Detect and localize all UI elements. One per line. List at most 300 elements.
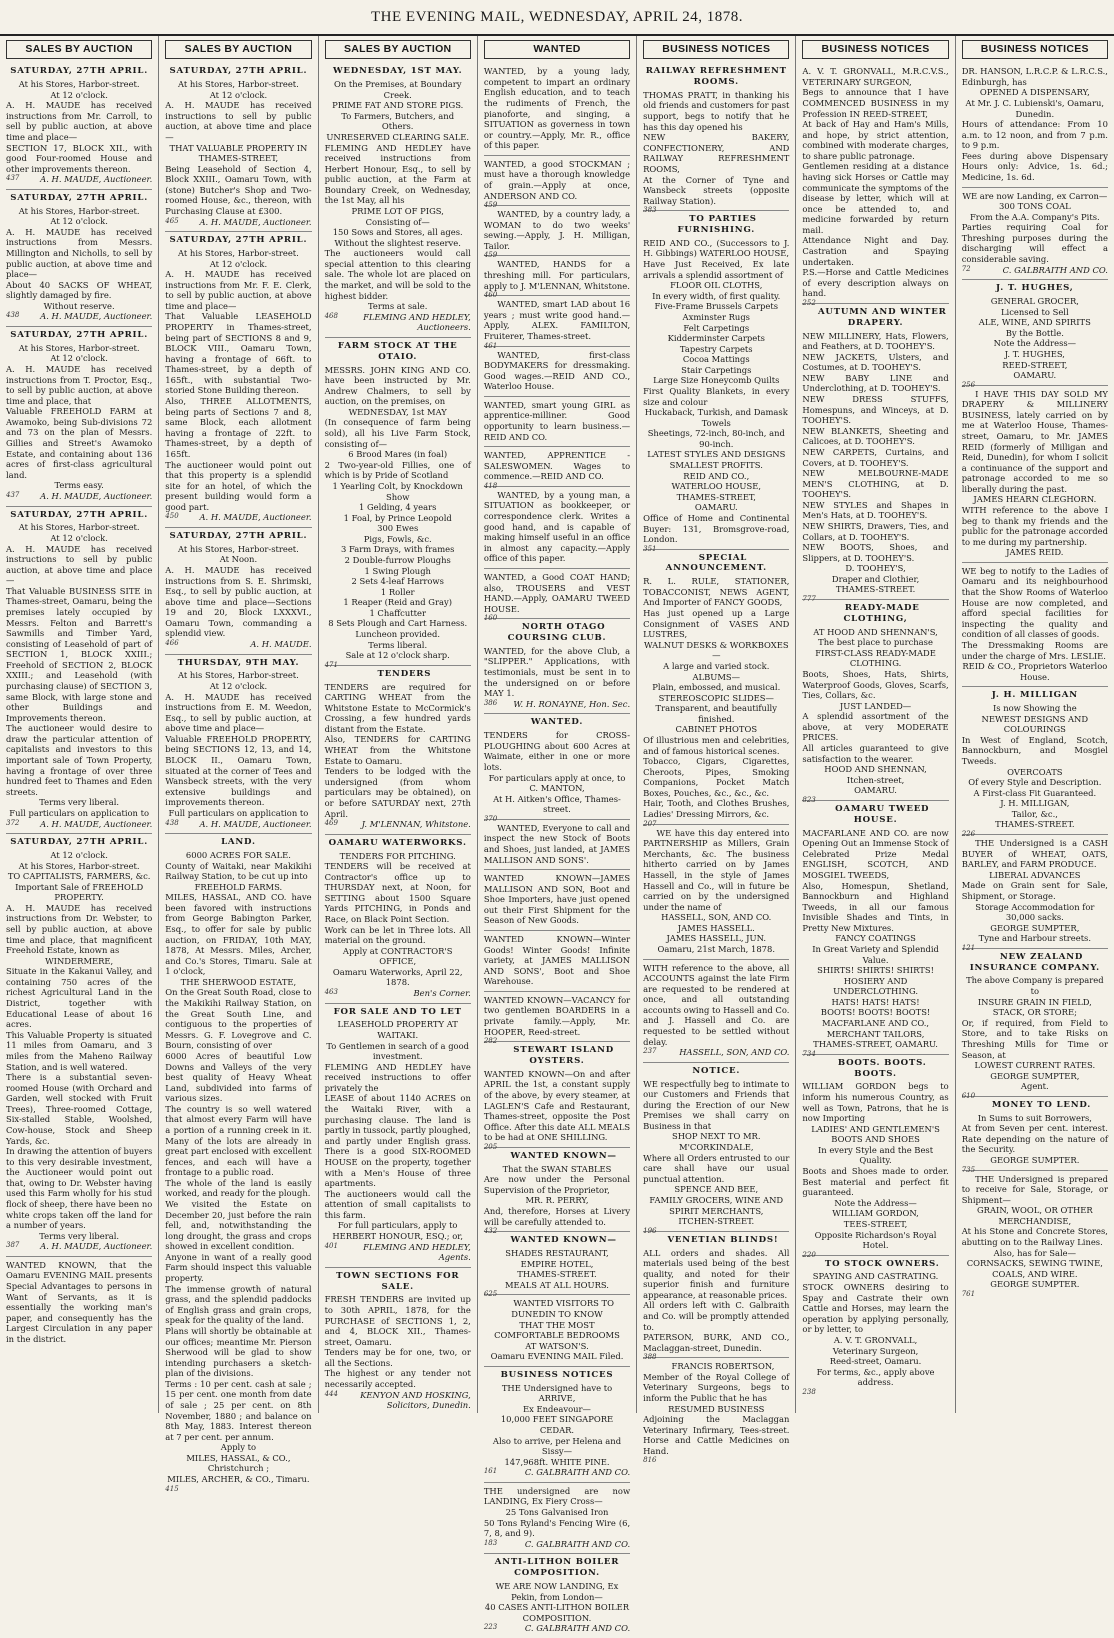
ad-signature bbox=[484, 699, 630, 710]
ad-line: Terms at sale. bbox=[368, 301, 428, 312]
ad-signature-text: C. GALBRAITH AND CO. bbox=[524, 1467, 631, 1478]
ad-line: All orders left with C. Galbraith and Co. will be promptly attended to. bbox=[643, 1300, 790, 1332]
ad-line: Pigs, Fowls, &c. bbox=[363, 533, 432, 544]
ad-line: To Gentlemen in search of a good investment. bbox=[326, 1040, 470, 1062]
ad-number: 220 bbox=[802, 1250, 816, 1259]
ad-line: WE ARE NOW LANDING, Ex Pekin, from London— bbox=[495, 1580, 619, 1602]
ad-line: FRESH TENDERS are invited up to 30th APRIL, 1878, for the PURCHASE of SECTIONS 1, 2, and 4, BLOCK XII., Thames-street, Oamaru. bbox=[324, 1294, 471, 1347]
ad-line: WANTED VISITORS TO DUNEDIN TO KNOW bbox=[511, 1298, 614, 1319]
ad-line: Made on Grain sent for Sale, Shipment, or Storage. bbox=[961, 880, 1108, 901]
ad-line: Apply at CONTRACTOR'S OFFICE, bbox=[342, 945, 453, 967]
ad-line: 6000 ACRES FOR SALE. bbox=[185, 849, 291, 860]
ad-line: PRIME LOT OF PIGS, bbox=[351, 205, 444, 216]
ad-line: PATERSON, BURK, AND CO., Maclaggan-street, Dunedin. bbox=[643, 1332, 790, 1353]
ad-line: FAMILY GROCERS, WINE AND SPIRIT MERCHANTS, bbox=[649, 1194, 784, 1216]
ad-line: A large and varied stock. bbox=[663, 660, 770, 671]
ad-line: Adjoining the Maclaggan Veterinary Infirmary, Tees-street. Horse and Cattle Medicines on Hand. bbox=[643, 1414, 790, 1456]
ad-line: SPENCE AND BEE, bbox=[674, 1184, 759, 1195]
ad-line: 1 Reaper (Reid and Gray) bbox=[343, 597, 452, 608]
ad-title: TO PARTIES FURNISHING. bbox=[677, 214, 757, 236]
ad-line: 2 Double-furrow Ploughs bbox=[344, 554, 451, 565]
ad-line: In Sums to suit Borrowers, bbox=[977, 1112, 1092, 1123]
ad-line: A. H. MAUDE has received instructions from Messrs. Millington and Nicholls, to sell by public auction, at above time and place— bbox=[6, 226, 153, 280]
ad-line: The best place to purchase bbox=[818, 637, 933, 648]
ad-number: 468 bbox=[324, 311, 338, 320]
ad-signature-text: A. H. MAUDE, Auctioneer. bbox=[40, 174, 153, 185]
ad-title: OAMARU WATERWORKS. bbox=[328, 837, 467, 848]
ad-line: In drawing the attention of buyers to this very desirable investment, the Auctioneer would point out that, owing to Dr. Webster having used this Farm wholly for his stud flock of sheep, there have been no white crops taken off the land for a number of years. bbox=[6, 1146, 153, 1231]
ad-line: MESSRS. JOHN KING AND CO. have been instructed by Mr. Andrew Chalmers, to sell by auction, on the premises, on bbox=[324, 364, 471, 407]
ad-line: Show bbox=[386, 491, 410, 502]
ad-line: At his Stores, Harbor-street. bbox=[18, 342, 140, 353]
ad-line: About 40 SACKS OF WHEAT, slightly damaged by fire. bbox=[6, 279, 153, 301]
ad-line: SHOP NEXT TO MR. M'CORKINDALE, bbox=[672, 1131, 761, 1153]
masthead: THE EVENING MAIL, WEDNESDAY, APRIL 24, 1878. bbox=[0, 0, 1114, 36]
advertisement bbox=[643, 1232, 790, 1362]
ad-number: 351 bbox=[643, 544, 657, 553]
ad-number: 238 bbox=[802, 1387, 816, 1396]
ad-title: SATURDAY, 27TH APRIL. bbox=[169, 66, 308, 77]
ad-line: MERCHANT TAILORS, bbox=[826, 1028, 925, 1039]
ad-line: BOOTS! BOOTS! BOOTS! bbox=[820, 1007, 931, 1018]
advertisement bbox=[483, 992, 631, 1046]
ad-line: FLEMING AND HEDLEY have received instructions from Herbert Honour, Esq., to sell by public auction, at the Farm at Boundary Creek, on Wednesday, the 1st May, all his bbox=[324, 142, 471, 206]
ad-title: SATURDAY, 27TH APRIL. bbox=[169, 531, 308, 541]
advertisement bbox=[962, 386, 1108, 563]
ad-signature bbox=[484, 1467, 630, 1478]
ad-line: NEW BOOTS, Shoes, and Slippers, at D. TOOHEY'S. bbox=[802, 542, 949, 563]
ad-number: 463 bbox=[324, 988, 338, 997]
advertisement bbox=[6, 507, 152, 835]
ad-signature-text: C. GALBRAITH AND CO. bbox=[524, 1538, 631, 1549]
ad-signature-text: W. H. RONAYNE, Hon. Sec. bbox=[513, 698, 631, 709]
ad-line: TENDERS will be received at Contractor's office up to THURSDAY next, at Noon, for SETTING about 1500 Square Yards PITCHING, in Ponds and Race, on Black Point Section. bbox=[324, 861, 471, 924]
section-heading: BUSINESS NOTICES bbox=[802, 40, 948, 59]
ad-line: NEW BLANKETS, Sheeting and Calicoes, at D. TOOHEY'S. bbox=[802, 425, 949, 447]
ad-signature-text: C. GALBRAITH AND CO. bbox=[524, 1623, 631, 1634]
ad-line: FLOOR OIL CLOTHS, bbox=[670, 280, 763, 291]
ad-line: At his Stores, Harbor-street. bbox=[18, 79, 140, 90]
ad-line: Member of the Royal College of Veterinary Surgeons, begs to inform the Public that he has bbox=[643, 1371, 790, 1404]
ad-line: Office of Home and Continental Buyer: 131, Bromsgrove-road, London. bbox=[643, 512, 790, 545]
ad-line: Have Just Received, Ex late arrivals a splendid assortment of bbox=[643, 259, 790, 280]
ad-line: The auctioneer would point out that this property is a splendid site for an hotel, of which the present building would form a good part. bbox=[165, 459, 312, 512]
ad-signature-text: A. H. MAUDE, Auctioneer. bbox=[40, 1241, 153, 1252]
ad-line: REID AND CO., (Successors to J. H. Gibbings) WATERLOO HOUSE, bbox=[643, 237, 790, 259]
ad-line: 1 Swing Plough bbox=[364, 565, 431, 576]
ad-line: J. H. MILLIGAN, bbox=[1000, 798, 1070, 809]
ad-number: 207 bbox=[643, 819, 657, 828]
advertisement bbox=[484, 1483, 630, 1554]
ad-line: Is now Showing the bbox=[992, 703, 1077, 714]
ad-signature bbox=[165, 217, 311, 228]
ad-line: A. H. MAUDE has received instructions from Dr. Webster, to sell by public auction, at above time and place, that magnificent Freehold Estate, known as bbox=[6, 902, 153, 956]
ad-line: THE SHERWOOD ESTATE, bbox=[180, 976, 297, 987]
ad-number: 252 bbox=[802, 298, 816, 307]
ad-line: County of Waitaki, near Makikihi Railway Station, to be cut up into bbox=[165, 860, 312, 882]
ad-number: 372 bbox=[6, 818, 20, 827]
ad-line: A. H. MAUDE has received instructions from S. E. Shrimski, Esq., to sell by public auction, at above time and place—Sections 19 and 20, Block LXXXVI., Oamaru Town, commanding a splendid view. bbox=[165, 564, 312, 639]
advertisement bbox=[962, 563, 1108, 687]
ad-line: At 12 o'clock. bbox=[50, 849, 108, 860]
ad-signature-text: J. M'LENNAN, Whitstone. bbox=[361, 819, 471, 830]
advertisement bbox=[165, 63, 311, 232]
advertisement bbox=[802, 1256, 949, 1396]
ad-line: REID & CO., Proprietors Waterloo House. bbox=[962, 661, 1108, 682]
ad-line: SECTION 17, BLOCK XII., with good Four-roomed House and other improvements thereon. bbox=[6, 142, 153, 174]
ad-line: At 12 o'clock. bbox=[209, 89, 268, 100]
ad-line: LEASEHOLD PROPERTY AT WAITAKI. bbox=[337, 1019, 458, 1041]
ad-line: ALL orders and shades. All materials used being of the best quality, and noted for their superior finish and furniture appearance, at reasonable prices. bbox=[643, 1247, 790, 1300]
ad-line: Consisting of— bbox=[365, 216, 430, 227]
ad-number: 121 bbox=[961, 943, 976, 952]
advertisement bbox=[483, 569, 631, 623]
ad-signature bbox=[6, 174, 152, 185]
ad-title: WEDNESDAY, 1ST MAY. bbox=[332, 66, 463, 77]
ad-signature-text: HASSELL, SON, AND CO. bbox=[679, 1047, 790, 1058]
ad-line: At 12 o'clock. bbox=[50, 532, 108, 543]
column-1 bbox=[0, 36, 159, 1413]
ad-line: D. TOOHEY'S, bbox=[845, 563, 906, 574]
ad-line: Terms easy. bbox=[54, 480, 104, 491]
ad-line: THAMES-STREET, bbox=[676, 491, 756, 502]
ad-line: LOWEST CURRENT RATES. bbox=[974, 1060, 1096, 1071]
ad-number: 444 bbox=[324, 1389, 338, 1398]
ad-line: WEDNESDAY, 1st MAY bbox=[348, 406, 447, 417]
advertisement bbox=[484, 619, 630, 714]
ad-number: 432 bbox=[483, 1227, 498, 1236]
ad-line: 1 Chaffcutter bbox=[369, 607, 426, 618]
advertisement bbox=[961, 949, 1108, 1100]
ad-title: TO STOCK OWNERS. bbox=[824, 1258, 940, 1269]
advertisement bbox=[802, 304, 949, 604]
ad-line: GRAIN, WOOL, OR OTHER MERCHANDISE, bbox=[976, 1205, 1093, 1226]
section-heading: WANTED bbox=[484, 40, 630, 59]
advertisement bbox=[484, 820, 630, 870]
ad-line: 147,968ft. WHITE PINE. bbox=[504, 1456, 610, 1467]
advertisement bbox=[484, 1367, 630, 1483]
ad-line: 40 CASES ANTI-LITHON BOILER COMPOSITION. bbox=[484, 1602, 630, 1623]
ad-title: SATURDAY, 27TH APRIL. bbox=[10, 837, 148, 848]
ad-line: Also to arrive, per Helena and Sissy— bbox=[492, 1435, 622, 1457]
ad-line: 1 Yearling Colt, by Knockdown bbox=[332, 480, 463, 491]
ad-line: A. H. MAUDE has received instructions to sell by public auction, at above time and place— bbox=[165, 100, 312, 142]
ad-line: Tailor, &c., bbox=[1011, 808, 1058, 819]
ad-line: Huckaback, Turkish, and Damask Towels bbox=[644, 407, 788, 428]
ad-line: FANCY COATINGS bbox=[835, 933, 916, 944]
ad-line: Terms : 10 per cent. cash at sale ; 15 per cent. one month from date of sale ; 25 per cent. on 8th November, 1880 ; and balance on 8th May, 1883. Interest thereon at 7 per cent. per annum. bbox=[165, 1378, 312, 1442]
ad-line: At his Stores, Harbor-street. bbox=[178, 670, 299, 681]
ad-line: NEW SHIRTS, Drawers, Ties, and Collars, at D. TOOHEY'S. bbox=[802, 521, 949, 542]
ad-line: LEASE of about 1140 ACRES on the Waitaki River, with a purchasing clause. The land is partly in tussock, partly ploughed, and partly under English grass. There is a good SIX-ROOMED HOUSE on the property, together with a Men's House of three apartments. bbox=[324, 1093, 471, 1189]
ad-line: AT WATSON'S. bbox=[525, 1340, 589, 1351]
ad-number: 205 bbox=[483, 1142, 498, 1151]
ad-line: A. H. MAUDE has received instructions from Mr. F. E. Clerk, to sell by public auction, at above time and place— bbox=[165, 269, 312, 311]
ad-line: THE Undersigned is a CASH BUYER of WHEAT, OATS, BARLEY, and FARM PRODUCE. bbox=[961, 838, 1108, 870]
ad-line: Sale at 12 o'clock sharp. bbox=[345, 650, 450, 661]
ad-line: By the Bottle. bbox=[1005, 327, 1064, 338]
advertisement bbox=[483, 714, 631, 823]
ad-line: RESUMED BUSINESS bbox=[668, 1403, 765, 1414]
ad-title: SATURDAY, 27TH APRIL. bbox=[10, 192, 148, 203]
ad-line: Fees during above Dispensary Hours only: Advice, 1s. 6d.; Medicine, 1s. 6d. bbox=[961, 150, 1108, 182]
ad-line: WE beg to notify to the Ladies of Oamaru and its neighbourhood that the Show Rooms of Waterloo House are now completed, and afford special facilities for inspecting the quality and condition of all classes of goods. bbox=[961, 565, 1108, 640]
ad-number: 735 bbox=[961, 1165, 976, 1174]
ad-line: Luncheon provided. bbox=[355, 629, 441, 640]
ad-line: WANTED, by a young lady, competent to impart an ordinary English education, and to teach the rudiments of French, the pianoforte, and singing, a SITUATION as governess in town or country.—Apply, Mr. R., office of this paper. bbox=[483, 66, 631, 151]
ad-line: 300 TONS COAL bbox=[998, 201, 1071, 212]
column-4 bbox=[478, 36, 637, 1634]
ad-line: Oamaru EVENING MAIL Filed. bbox=[490, 1351, 624, 1362]
ad-signature-text: A. H. MAUDE, Auctioneer. bbox=[40, 818, 153, 829]
ad-line: At 12 o'clock. bbox=[50, 89, 108, 100]
ad-line: 50 Tons Ryland's Fencing Wire (6, 7, 8, and 9). bbox=[483, 1517, 631, 1539]
ad-title: BOOTS. BOOTS. BOOTS. bbox=[837, 1057, 927, 1079]
ad-line: On the Great South Road, close to the Makikihi Railway Station, on the Great South Line, and contiguous to the properties of Messrs. G. F. Lovegrove and C. Bourn, consisting of over bbox=[165, 987, 312, 1051]
ad-line: THAT THE MOST COMFORTABLE BEDROOMS bbox=[494, 1319, 620, 1341]
advertisement bbox=[6, 834, 152, 1257]
ad-line: NEW STYLES and Shapes in Men's Hats, at D. TOOHEY'S. bbox=[802, 499, 949, 521]
ad-signature-text: A. H. MAUDE, Auctioneer. bbox=[199, 216, 312, 227]
ad-title: AUTUMN AND WINTER DRAPERY. bbox=[817, 306, 947, 328]
ad-line: At 12 o'clock. bbox=[50, 216, 108, 227]
ad-line: For full particulars, apply to bbox=[337, 1220, 458, 1231]
ad-line: LATEST STYLES AND DESIGNS bbox=[647, 449, 786, 460]
ad-line: WANTED KNOWN—Winter Goods! Winter Goods! Infinite variety, at JAMES MALLISON AND SONS', Boot and Shoe Warehouse. bbox=[483, 934, 631, 987]
ad-line: Full particulars on application to bbox=[168, 807, 309, 818]
ad-line: GEORGE SUMPTER. bbox=[990, 1279, 1080, 1290]
ad-line: Also, has for Sale— bbox=[993, 1247, 1076, 1258]
ad-line: WANTED KNOWN—On and after APRIL the 1st, a constant supply of the above, by every steamer, at LAGLEN'S Cafe and Restaurant, Thames-street, opposite the Post Office. After this date ALL MEALS to be had at ONE SHILLING. bbox=[483, 1068, 631, 1143]
advertisement bbox=[483, 447, 631, 490]
advertisement bbox=[643, 960, 789, 1063]
ad-line: WANTED, smart LAD about 16 years ; must write good hand.—Apply, ALEX. FAMILTON, Fruiterer, Thames-street. bbox=[483, 299, 631, 341]
ad-signature bbox=[165, 639, 311, 650]
ad-line: WANTED, HANDS for a threshing mill. For particulars, apply to J. M'LENNAN, Whitstone. bbox=[483, 259, 631, 291]
ad-number: 401 bbox=[324, 1241, 338, 1250]
ad-line: A splendid assortment of the above, at very MODERATE PRICES. bbox=[802, 711, 949, 743]
ad-line: There is a substantial seven-roomed House (with Orchard and Garden, well stocked with Fruit Trees), Three-roomed Cottage, Six-stalled Stable, Woolshed, Cow-house, Stock and Sheep Yards, &c. bbox=[6, 1072, 153, 1146]
advertisement bbox=[962, 188, 1108, 281]
ad-line: THAMES-STREET, OAMARU. bbox=[813, 1039, 938, 1050]
ad-line: On the Premises, at Boundary Creek. bbox=[333, 79, 462, 100]
ad-line: The Dressmaking Rooms are under the charge of Mrs. LESLIE. bbox=[961, 639, 1108, 661]
ad-line: Gentlemen residing at a distance having sick Horses or Cattle may communicate the symptoms of the disease by letter, which will at once be attended to, and medicine forwarded by return mail. bbox=[802, 161, 949, 235]
ad-line: 1 Foal, by Prince Leopold bbox=[343, 512, 452, 523]
ad-number: 72 bbox=[961, 264, 971, 273]
ad-line: NEW BABY LINE and Underclothing, at D. TOOHEY'S. bbox=[802, 372, 949, 394]
advertisement bbox=[484, 870, 630, 931]
ad-number: 461 bbox=[483, 341, 498, 350]
ad-line: MILES, ARCHER, & CO., Timaru. bbox=[167, 1474, 310, 1485]
ad-line: DR. HANSON, L.R.C.P. & L.R.C.S., Edinburgh, has bbox=[961, 66, 1108, 87]
ad-line: At his Stores, Harbor-street. bbox=[18, 522, 140, 533]
ad-title: MONEY TO LEND. bbox=[991, 1099, 1092, 1110]
ad-signature-text: A. H. MAUDE, Auctioneer. bbox=[40, 490, 153, 501]
ad-line: Stair Carpetings bbox=[681, 364, 752, 375]
ad-line: At 12 o'clock. bbox=[209, 681, 268, 692]
ad-line: WANTED KNOWN—JAMES MALLISON AND SON, Boot and Shoe Importers, have just opened out their First Shipment for the Season of New Goods. bbox=[483, 873, 631, 926]
ad-line: OPENED A DISPENSARY, bbox=[979, 87, 1090, 98]
advertisement bbox=[483, 296, 631, 350]
advertisement bbox=[643, 550, 790, 828]
ad-number: 459 bbox=[483, 201, 498, 210]
ad-title: THURSDAY, 9TH MAY. bbox=[177, 657, 300, 668]
ad-line: REID AND CO., bbox=[683, 470, 750, 481]
ad-line: WANTED, a Good COAT HAND; also, TROUSERS and VEST HAND.—Apply, OAMARU TWEED HOUSE. bbox=[483, 571, 631, 614]
ad-line: Full particulars on application to bbox=[9, 807, 150, 818]
ad-line: 10,000 FEET SINGAPORE CEDAR. bbox=[500, 1414, 614, 1435]
ad-line: A First-class Fit Guaranteed. bbox=[973, 787, 1097, 798]
advertisement bbox=[6, 1257, 152, 1349]
ad-line: Transparent, and beautifully finished. bbox=[655, 703, 777, 724]
ad-line: At Mr. J. C. Lubienski's, Oamaru, Dunedin. bbox=[965, 97, 1105, 119]
ad-signature bbox=[6, 491, 152, 502]
ad-line: WILLIAM GORDON begs to inform his numerous Country, as well as Town, Patrons, that he is now Importing bbox=[802, 1081, 949, 1124]
ad-signature-text: FLEMING AND HEDLEY, Auctioneers. bbox=[363, 311, 471, 333]
ad-line: For terms, &c., apply above address. bbox=[816, 1366, 935, 1388]
ad-line: JAMES HASSELL, JUN. bbox=[666, 933, 767, 944]
ad-line: To Farmers, Butchers, and Others. bbox=[341, 110, 455, 132]
ad-line: WINDERMERE, bbox=[45, 955, 114, 966]
ad-line: WANTED KNOWN, that the Oamaru EVENING MAIL presents Special Advantages to persons in Want of Servants, as it is essentially the working man's paper, and consequently has the Largest Circulation in any paper in the district. bbox=[6, 1259, 153, 1344]
ad-line: ITCHEN-STREET. bbox=[678, 1216, 755, 1227]
ad-line: PRIME FAT AND STORE PIGS. bbox=[332, 100, 464, 111]
ad-line: THAMES-STREET. bbox=[995, 819, 1075, 830]
ad-line: A. H. MAUDE has received instructions to sell by public auction, at above time and place— bbox=[6, 543, 153, 586]
ad-line: Important Sale of FREEHOLD PROPERTY. bbox=[15, 881, 144, 903]
ad-line: Or, if required, from Field to Store, and to take Risks on Threshing Mills for Time or Season, at bbox=[961, 1017, 1108, 1060]
ad-line: At H. Aitken's Office, Thames-street. bbox=[493, 793, 621, 815]
ad-line: That Valuable BUSINESS SITE in Thames-street, Oamaru, being the premises lately occupied by Messrs. Felton and Barrett's Sawmills and Timber Yard, consisting of Leasehold of part of SECTION 1, BLOCK XXIII.; Freehold of SECTION 2, BLOCK XXIII.; and Leasehold (with purchasing clause) of SECTION 3, same Block, with large stone and other Buildings and Improvements thereon. bbox=[6, 585, 153, 723]
ad-number: 471 bbox=[324, 660, 338, 669]
advertisement bbox=[484, 1295, 630, 1366]
ad-line: WANTED KNOWN—VACANCY for two gentlemen BOARDERS in a private family.—Apply, Mr. HOOPER, Reed-street. bbox=[483, 994, 631, 1037]
ad-line: Being Leasehold of Section 4, Block XXIII., Oamaru Town, with (stone) Butcher's Shop and Two-roomed House, &c., thereon, with Purchasing Clause at £300. bbox=[165, 163, 312, 216]
ad-line: First Quality Blankets, in every size and colour bbox=[643, 385, 790, 407]
ad-line: 25 Tons Galvanised Iron bbox=[505, 1507, 609, 1518]
ad-line: Tenders to be lodged with the undersigned (from whom particulars may be obtained), on or before SATURDAY next, 27th April. bbox=[324, 766, 471, 819]
ad-title: LAND. bbox=[221, 837, 256, 848]
ad-line: TEES-STREET, bbox=[843, 1218, 908, 1229]
ad-line: WE have this day entered into PARTNERSHIP as Millers, Grain Merchants, &c. The business hitherto carried on by James Hassell, in the style of James Hassell and Co., will in future be carried on by the undersigned under the name of bbox=[643, 827, 790, 912]
advertisement bbox=[483, 256, 631, 300]
ad-line: Plans will shortly be obtainable at our offices; meantime Mr. Pierson Sherwood will be glad to show intending purchasers a sketch-plan of the divisions. bbox=[165, 1325, 312, 1379]
ad-line: WANTED, by a country lady, a WOMAN to do two weeks' sewing.—Apply, J. H. Milligan, Tailor. bbox=[483, 209, 631, 251]
advertisement bbox=[324, 338, 471, 669]
advertisement bbox=[961, 835, 1108, 952]
ad-line: Agent. bbox=[1020, 1081, 1049, 1092]
ad-signature bbox=[165, 512, 311, 523]
ad-line: Note the Address— bbox=[993, 338, 1077, 349]
ad-number: 469 bbox=[324, 819, 338, 828]
advertisement bbox=[6, 327, 152, 507]
ad-line: At from Seven per cent. interest. Rate depending on the nature of the Security. bbox=[961, 1123, 1108, 1155]
ad-line: (In consequence of farm being sold), all his Live Farm Stock, consisting of— bbox=[324, 417, 471, 449]
ad-line: LADIES' AND GENTLEMEN'S BOOTS AND SHOES bbox=[811, 1123, 940, 1145]
ad-line: THOMAS PRATT, in thanking his old friends and customers for past support, begs to notify that he has this day opened his bbox=[643, 89, 790, 132]
advertisement bbox=[962, 63, 1108, 187]
ad-title: SATURDAY, 27TH APRIL. bbox=[169, 235, 308, 246]
ad-line: 1 Roller bbox=[380, 586, 415, 597]
ad-signature-text: KENYON AND HOSKING, Solicitors, Dunedin. bbox=[360, 1389, 471, 1411]
ad-line: HASSELL, SON, AND CO. bbox=[661, 912, 772, 923]
column-3 bbox=[319, 36, 478, 1413]
ad-line: In every width, of first quality. bbox=[652, 290, 781, 301]
ad-line: JAMES HEARN CLEGHORN. bbox=[973, 494, 1097, 505]
ad-title: FARM STOCK AT THE OTAIO. bbox=[337, 340, 458, 362]
ad-title: STEWART ISLAND OYSTERS. bbox=[513, 1045, 615, 1067]
ad-number: 761 bbox=[961, 1289, 976, 1298]
ad-line: THAMES-STREET. bbox=[835, 584, 916, 595]
ad-number: 196 bbox=[643, 1226, 657, 1235]
ad-line: JAMES REID. bbox=[1006, 547, 1064, 558]
ad-line: UNRESERVED CLEARING SALE. bbox=[326, 131, 470, 142]
ad-line: And, therefore, Horses at Livery will be carefully attended to. bbox=[483, 1206, 631, 1227]
ad-line: We visited the Estate on December 20, just before the rain fell, and, notwithstanding the long drought, the grass and crops showed in excellent condition. bbox=[165, 1199, 312, 1252]
ad-line: I HAVE THIS DAY SOLD MY DRAPERY & MILLINERY BUSINESS, lately carried on by me at Waterloo House, Thames-street, Oamaru, to Mr. JAMES REID (formerly of Milligan and Reid, Dunedin), for whom I solicit a continuance of the support and patronage accorded to me so liberally during the past. bbox=[961, 388, 1108, 494]
ad-number: 160 bbox=[483, 614, 498, 623]
ad-signature-text: A. H. MAUDE. bbox=[250, 639, 312, 650]
column-5 bbox=[637, 36, 796, 1465]
ad-line: SHADES RESTAURANT, bbox=[505, 1248, 609, 1259]
advertisement bbox=[325, 835, 471, 1004]
ad-title: TENDERS bbox=[377, 668, 432, 679]
advertisement bbox=[325, 63, 471, 338]
ad-number: 823 bbox=[802, 795, 816, 804]
advertisement bbox=[6, 63, 152, 190]
advertisement bbox=[802, 1055, 949, 1259]
advertisement bbox=[165, 834, 312, 1493]
ad-line: JAMES HASSELL. bbox=[677, 922, 755, 933]
ad-title: WANTED KNOWN— bbox=[510, 1235, 617, 1246]
ad-line: In Great Variety and Splendid Value. bbox=[812, 943, 939, 965]
ad-line: Itchen-street, bbox=[846, 774, 905, 785]
ad-title: OAMARU TWEED HOUSE. bbox=[835, 803, 930, 825]
ad-line: P.S.—Horse and Cattle Medicines of every description always on hand. bbox=[802, 267, 949, 299]
ad-line: THAT VALUABLE PROPERTY IN THAMES-STREET, bbox=[169, 142, 308, 164]
ad-line: THE undersigned are now LANDING, Ex Fiery Cross— bbox=[483, 1485, 631, 1507]
advertisement bbox=[483, 1148, 631, 1236]
advertisement bbox=[483, 1232, 630, 1299]
ad-line: FRANCIS ROBERTSON, bbox=[671, 1361, 775, 1372]
ad-title: SATURDAY, 27TH APRIL. bbox=[10, 509, 148, 520]
ad-line: The country is so well watered that almost every Farm will have a portion of a running creek in it. Many of the lots are already in great part enclosed with excellent fences, and each will have a frontage to a public road. bbox=[165, 1103, 312, 1178]
ad-line: MACFARLANE AND CO. are now Opening Out an Immense Stock of Celebrated Prize Medal ENGLISH, SCOTCH, AND MOSGIEL TWEEDS, bbox=[802, 827, 949, 880]
ad-number: 386 bbox=[483, 698, 498, 707]
advertisement bbox=[643, 211, 790, 553]
column-7 bbox=[956, 36, 1114, 1413]
ad-line: At back of Hay and Ham's Mills, and hope, by strict attention, combined with moderate charges, to share public patronage. bbox=[802, 119, 949, 161]
ad-line: GEORGE SUMPTER, bbox=[990, 922, 1080, 933]
ad-line: Terms very liberal. bbox=[39, 1230, 120, 1241]
ad-signature bbox=[325, 312, 471, 333]
ad-number: 438 bbox=[6, 311, 20, 320]
ad-line: CABINET PHOTOS bbox=[675, 724, 758, 735]
ad-line: GEORGE SUMPTER. bbox=[990, 1154, 1080, 1165]
ad-line: Anyone in want of a really good Farm should inspect this valuable property. bbox=[165, 1251, 312, 1284]
ad-line: 300 Ewes bbox=[377, 523, 419, 534]
ad-line: SMALLEST PROFITS. bbox=[669, 460, 763, 471]
ad-line: In West of England, Scotch, Bannockburn, and Mosgiel Tweeds. bbox=[961, 734, 1108, 766]
ad-line: WITH reference to the above, all ACCOUNTS against the late Firm are requested to be rendered at once, and all outstanding accounts owing to Hassell and Co. and J. Hassell and Co. are requested to be settled without delay. bbox=[643, 962, 790, 1047]
ad-line: Veterinary Surgeon, bbox=[832, 1345, 919, 1356]
ad-title: ANTI-LITHON BOILER COMPOSITION. bbox=[494, 1557, 620, 1579]
advertisement bbox=[802, 63, 949, 307]
ad-number: 161 bbox=[483, 1467, 498, 1476]
advertisement bbox=[325, 1268, 471, 1415]
ad-line: At 12 o'clock. bbox=[50, 353, 108, 364]
